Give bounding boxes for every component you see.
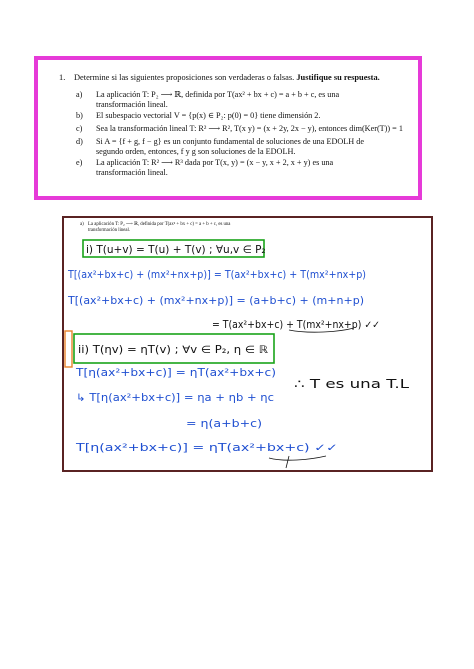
hw-line-additivity: i) T(u+v) = T(u) + T(v) ; ∀u,v ∈ P₂ — [86, 244, 266, 256]
handwritten-solution — [64, 218, 430, 469]
orange-marker — [65, 331, 72, 367]
hw-conclusion: ∴ T es una T.L — [294, 377, 410, 391]
item-letter: d) — [76, 137, 83, 146]
hw-line-2: T[(ax²+bx+c) + (mx²+nx+p)] = T(ax²+bx+c) + T(mx²+nx+p) — [67, 270, 367, 281]
question-item-e — [76, 158, 416, 177]
question-items — [76, 90, 416, 179]
hw-line-homogeneity: ii) T(ηv) = ηT(v) ; ∀v ∈ P₂, η ∈ ℝ — [78, 345, 270, 356]
item-line: El subespacio vectorial V = {p(x) ∈ P₂: p(0) = 0} tiene dimensión 2. — [96, 111, 321, 120]
hw-line-4: = T(ax²+bx+c) + T(mx²+nx+p) ✓✓ — [212, 320, 380, 331]
question-item-b — [76, 111, 416, 121]
item-line: Sea la transformación lineal T: R² ⟶ R², T(x y) = (x + 2y, 2x − y), entonces dim(Ker(T)) = 1 — [96, 123, 403, 133]
question-box — [34, 56, 422, 200]
item-letter: c) — [76, 123, 83, 133]
item-line: transformación lineal. — [96, 167, 168, 177]
item-letter: a) — [76, 90, 83, 99]
answer-printed-letter: a) — [80, 222, 84, 227]
hw-line-9: T[η(ax²+bx+c)] = ηT(ax²+bx+c) ✓✓ — [74, 443, 338, 454]
item-letter: e) — [76, 158, 83, 167]
answer-printed-line: transformación lineal. — [88, 227, 131, 233]
hw-line-7: ↳ T[η(ax²+bx+c)] = ηa + ηb + ηc — [76, 393, 274, 404]
question-item-d — [76, 137, 416, 156]
answer-box — [62, 216, 433, 472]
item-line: La aplicación T: P₂ ⟶ ℝ, definida por T(ax² + bx + c) = a + b + c, es una — [96, 90, 340, 99]
hw-line-8: = η(a+b+c) — [186, 419, 263, 430]
question-item-a — [76, 90, 416, 109]
question-prompt: Determine si las siguientes proposiciones son verdaderas o falsas. — [74, 73, 297, 82]
question-prompt-bold: Justifique su respuesta. — [296, 73, 380, 82]
item-letter: b) — [76, 111, 83, 120]
item-line: segundo orden, entonces, f y g son soluciones de la EDOLH. — [96, 146, 296, 156]
question-item-c — [76, 124, 416, 134]
underline-mark — [269, 456, 326, 468]
answer-printed-line: La aplicación T: P₂ ⟶ ℝ, definida por T(ax² + bx + c) = a + b + c, es una — [88, 222, 231, 227]
item-line: La aplicación T: R² ⟶ R³ dada por T(x, y) = (x − y, x + 2, x + y) es una — [96, 158, 334, 167]
question-header — [59, 73, 424, 82]
hw-line-3: T[(ax²+bx+c) + (mx²+nx+p)] = (a+b+c) + (m+n+p) — [66, 296, 365, 307]
question-number: 1. — [59, 73, 66, 82]
item-line: Si A = {f + g, f − g} es un conjunto fundamental de soluciones de una EDOLH de — [96, 137, 364, 146]
item-line: transformación lineal. — [96, 99, 168, 109]
hw-line-6: T[η(ax²+bx+c)] = ηT(ax²+bx+c) — [74, 368, 277, 379]
